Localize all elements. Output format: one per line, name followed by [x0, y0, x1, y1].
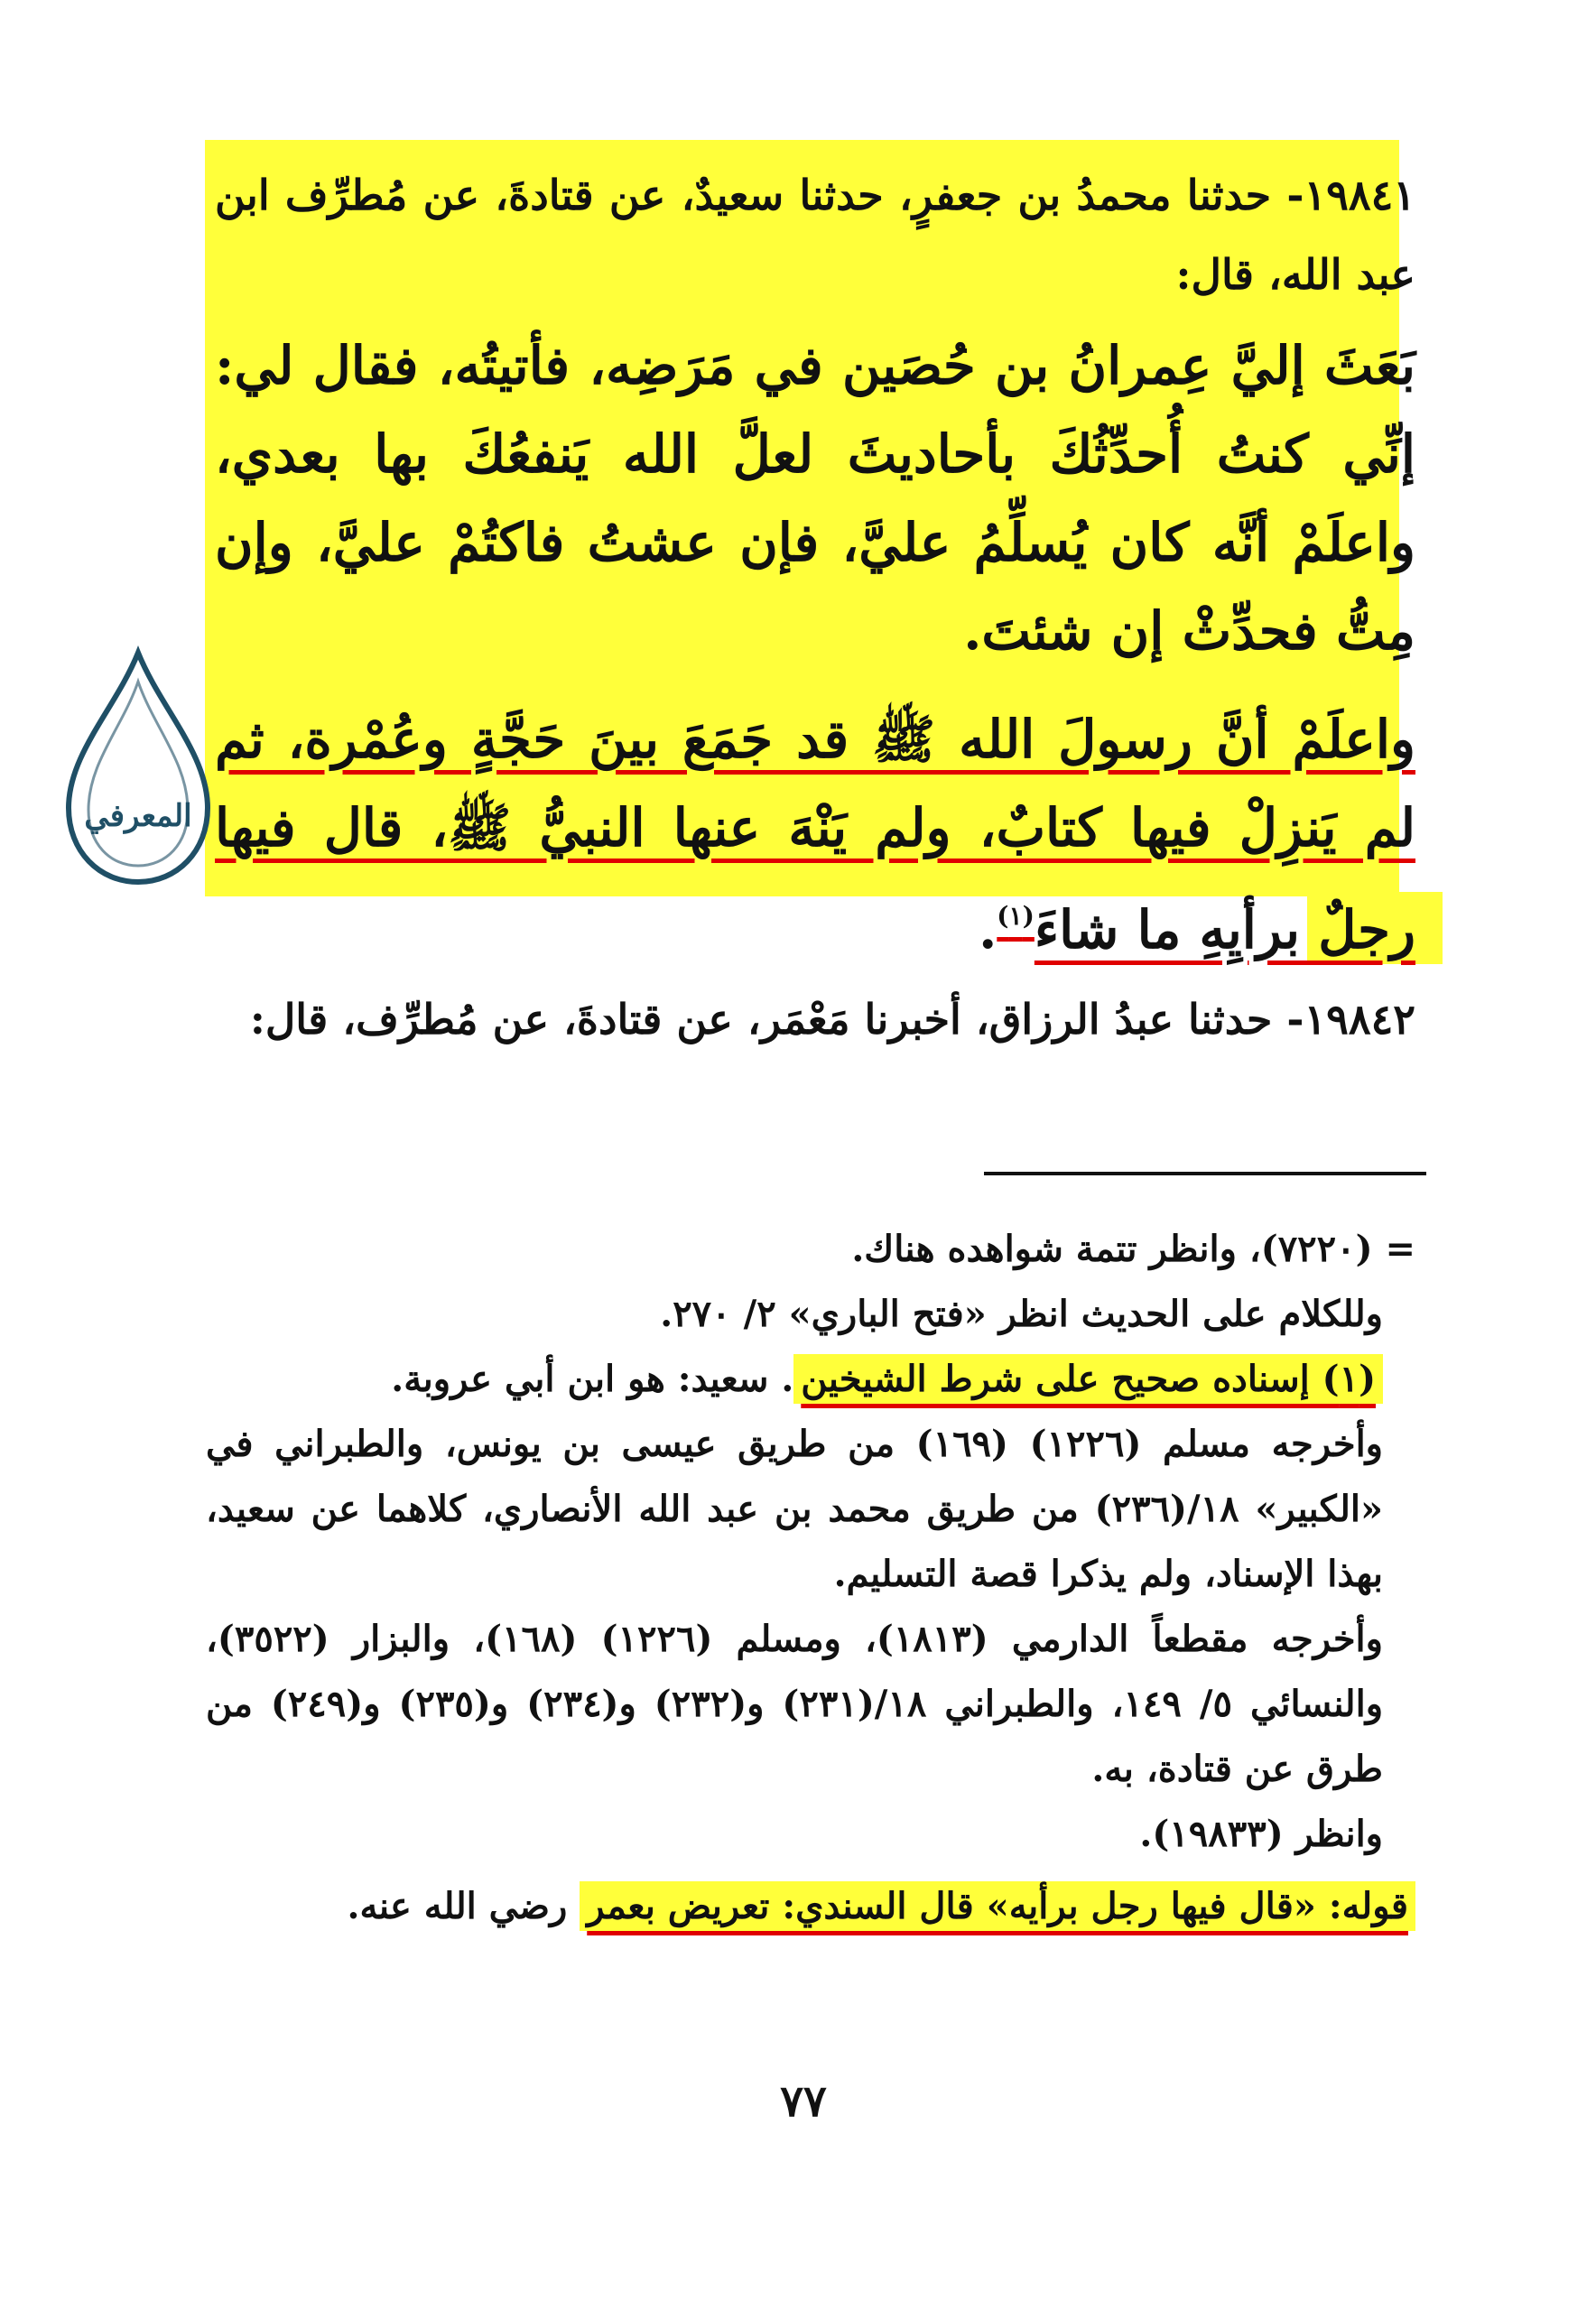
hadith-19841-isnad: [215, 155, 1415, 314]
footnote-1-see-also: وانظر (١٩٨٣٣).: [1139, 1813, 1383, 1855]
hadith-19842-isnad-text: ١٩٨٤٢- حدثنا عبدُ الرزاق، أخبرنا مَعْمَر، عن قتادةَ، عن مُطرِّف، قال:: [249, 995, 1415, 1044]
hadith-19841-matn-text: بَعَثَ إليَّ عِمرانُ بن حُصَين في مَرَضِه، فأتيتُه، فقال لي: إنِّي كنتُ أُحدِّثُكَ بأحاديثَ لعلَّ الله يَنفعُكَ بها بعدي، واعلَمْ أنَّه كان يُسلِّمُ عليَّ، فإن عشتُ فاكتُمْ عليَّ، وإن مِتُّ فحدِّثْ إن شئتَ.: [215, 335, 1415, 662]
hadith-19841-matn-underlined: [215, 695, 1415, 974]
footnote-1-takhrij-a: وأخرجه مسلم (١٢٢٦) (١٦٩) من طريق عيسى بن يونس، والطبراني في «الكبير» ١٨/(٢٣٦) من طريق محمد بن عبد الله الأنصاري، كلاهما عن سعيد، بهذا الإسناد، ولم يذكرا قصة التسليم.: [206, 1423, 1384, 1595]
qawluh-rest: رضي الله عنه.: [347, 1885, 580, 1927]
page-number: ٧٧: [780, 2076, 827, 2127]
footnotes: [206, 1217, 1415, 1939]
hadith-19842-isnad: [215, 979, 1415, 1059]
svg-text:المعرفي: المعرفي: [84, 798, 192, 834]
sentence-end: .: [979, 899, 998, 961]
footnote-qawluh: [206, 1874, 1415, 1939]
footnote-separator: [984, 1172, 1426, 1175]
footnote-fath-albari: وللكلام على الحديث انظر «فتح الباري» ٢/ ٢٧٠.: [660, 1293, 1383, 1335]
footnote-continuation: = (٧٢٢٠)، وانظر تتمة شواهده هناك.: [851, 1228, 1415, 1270]
footnote-ref-1[interactable]: (١): [997, 901, 1035, 931]
drop-logo-icon: [52, 645, 224, 889]
underlined-passage: واعلَمْ أنَّ رسولَ الله ﷺ قد جَمَعَ بينَ حَجَّةٍ وعُمْرة، ثم لم يَنزِلْ فيها كتابٌ، ولم يَنْهَ عنها النبيُّ ﷺ، قال فيها رجلٌ برأيِهِ ما شاءَ: [215, 709, 1415, 961]
footnote-1-highlight: (١) إسناده صحيح على شرط الشيخين: [793, 1354, 1383, 1404]
hadith-19841-matn: [215, 321, 1415, 675]
hadith-19841-isnad-text: ١٩٨٤١- حدثنا محمدُ بن جعفرٍ، حدثنا سعيدٌ، عن قتادةَ، عن مُطرِّف ابن عبد الله، قال:: [215, 171, 1415, 299]
footnote-1-takhrij-b: وأخرجه مقطعاً الدارمي (١٨١٣)، ومسلم (١٢٢٦) (١٦٨)، والبزار (٣٥٢٢)، والنسائي ٥/ ١٤٩، والطبراني ١٨/(٢٣١) و(٢٣٢) و(٢٣٤) و(٢٣٥) و(٢٤٩) من طرق عن قتادة، به.: [206, 1618, 1384, 1790]
footnote-1-rest: . سعيد: هو ابن أبي عروبة.: [391, 1358, 794, 1400]
qawluh-highlight: قوله: «قال فيها رجل برأيه» قال السندي: تعريض بعمر: [580, 1881, 1415, 1931]
footnote-1: [206, 1347, 1415, 1412]
